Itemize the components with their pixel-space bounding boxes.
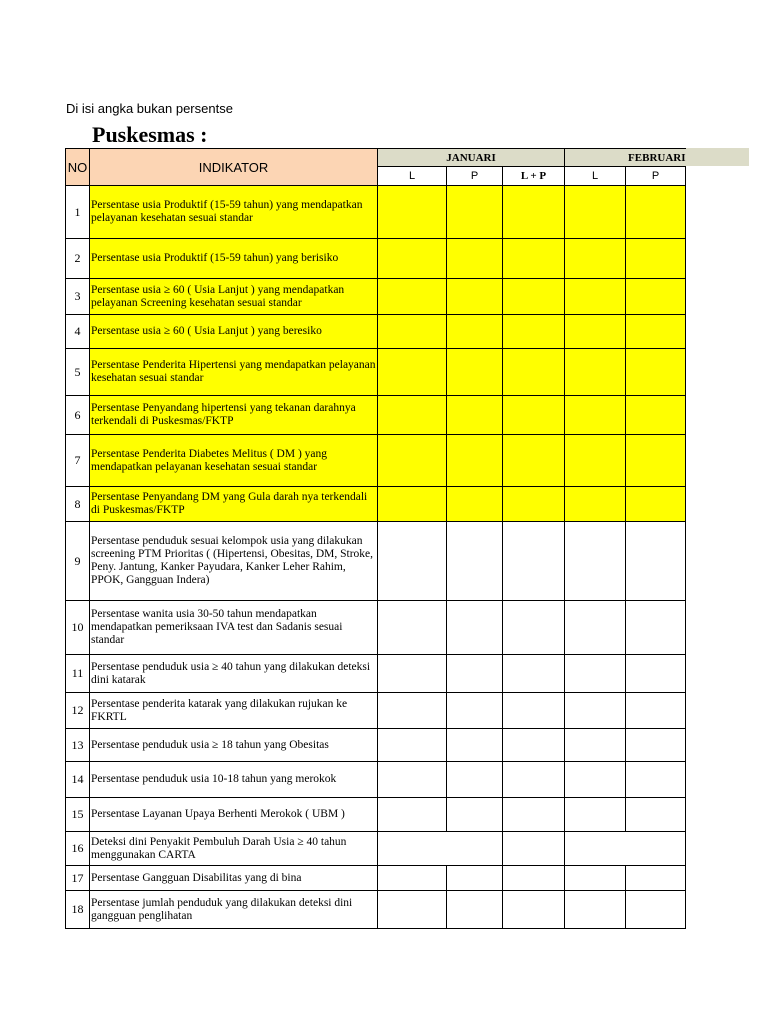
indicator-cell[interactable] — [90, 693, 378, 729]
row-number[interactable]: 1 — [66, 186, 90, 239]
indicator-cell[interactable] — [90, 655, 378, 693]
table-row — [66, 601, 686, 655]
indicator-cell[interactable] — [90, 315, 378, 349]
cell-jan-lp[interactable] — [503, 487, 565, 522]
cell-jan-p[interactable] — [447, 522, 503, 601]
indicator-text: Persentase penduduk usia ≥ 18 tahun yang Obesitas — [91, 738, 329, 751]
row-number[interactable]: 16 — [66, 832, 90, 866]
table-row — [66, 832, 686, 866]
row-number[interactable]: 2 — [66, 239, 90, 279]
indicator-table — [65, 148, 686, 929]
cell-feb-p[interactable] — [626, 729, 686, 762]
cell-jan-l[interactable] — [378, 349, 447, 396]
cell-jan-lp[interactable] — [503, 186, 565, 239]
februari-header-extension — [686, 148, 749, 166]
cell-feb-l[interactable] — [565, 279, 626, 315]
row-number[interactable]: 13 — [66, 729, 90, 762]
header-no[interactable]: NO — [66, 149, 90, 186]
cell-feb-p[interactable] — [626, 655, 686, 693]
cell-feb-p[interactable] — [626, 315, 686, 349]
cell-jan-l[interactable] — [378, 601, 447, 655]
cell-jan-l[interactable] — [378, 186, 447, 239]
cell-jan-p[interactable] — [447, 655, 503, 693]
header-jan-lp[interactable]: L + P — [503, 167, 565, 186]
table-row — [66, 186, 686, 239]
table-row — [66, 279, 686, 315]
cell-feb-l[interactable] — [565, 798, 626, 832]
cell-jan-l[interactable] — [378, 239, 447, 279]
row-number[interactable]: 11 — [66, 655, 90, 693]
indicator-text: Persentase usia ≥ 60 ( Usia Lanjut ) yang mendapatkan pelayanan Screening kesehatan sesuai standar — [91, 283, 345, 309]
cell-feb-l[interactable] — [565, 522, 626, 601]
cell-feb-l[interactable] — [565, 186, 626, 239]
cell-jan-lp[interactable] — [503, 832, 565, 866]
instruction-note: Di isi angka bukan persentse — [66, 101, 233, 116]
header-month-februari[interactable]: FEBRUARI — [565, 149, 686, 167]
header-feb-p[interactable]: P — [626, 167, 686, 186]
cell-jan-p[interactable] — [447, 798, 503, 832]
cell-jan-lp[interactable] — [503, 655, 565, 693]
cell-jan-p[interactable] — [447, 239, 503, 279]
table-row — [66, 729, 686, 762]
row-number[interactable]: 14 — [66, 762, 90, 798]
row-number[interactable]: 7 — [66, 435, 90, 487]
row-number[interactable]: 3 — [66, 279, 90, 315]
indicator-cell[interactable] — [90, 186, 378, 239]
cell-jan-lp[interactable] — [503, 762, 565, 798]
cell-jan-lp[interactable] — [503, 693, 565, 729]
header-month-januari[interactable]: JANUARI — [378, 149, 565, 167]
indicator-cell[interactable] — [90, 832, 378, 866]
indicator-text: Persentase Gangguan Disabilitas yang di bina — [91, 871, 302, 884]
row-number[interactable]: 9 — [66, 522, 90, 601]
cell-jan-p[interactable] — [447, 396, 503, 435]
cell-jan-lp[interactable] — [503, 891, 565, 929]
table-row — [66, 435, 686, 487]
cell-jan-l[interactable] — [378, 798, 447, 832]
table-row — [66, 891, 686, 929]
indicator-cell[interactable] — [90, 396, 378, 435]
cell-jan-lp[interactable] — [503, 522, 565, 601]
row-number[interactable]: 6 — [66, 396, 90, 435]
row-number[interactable]: 5 — [66, 349, 90, 396]
cell-feb-p[interactable] — [626, 396, 686, 435]
cell-jan-l[interactable] — [378, 891, 447, 929]
indicator-text: Persentase usia ≥ 60 ( Usia Lanjut ) yang beresiko — [91, 325, 322, 337]
indicator-cell[interactable] — [90, 435, 378, 487]
cell-jan-l[interactable] — [378, 435, 447, 487]
indicator-cell[interactable] — [90, 762, 378, 798]
indicator-text: Persentase usia Produktif (15-59 tahun) yang berisiko — [91, 252, 339, 264]
cell-jan-p[interactable] — [447, 601, 503, 655]
indicator-text: Persentase Penderita Diabetes Melitus ( DM ) yang mendapatkan pelayanan kesehatan sesuai standar — [91, 447, 328, 473]
cell-feb-p[interactable] — [626, 693, 686, 729]
cell-jan-lp[interactable] — [503, 866, 565, 891]
table-row — [66, 762, 686, 798]
cell-feb-l[interactable] — [565, 601, 626, 655]
cell-feb-p[interactable] — [626, 522, 686, 601]
cell-jan-p[interactable] — [447, 279, 503, 315]
indicator-cell[interactable] — [90, 798, 378, 832]
indicator-text: Persentase Layanan Upaya Berhenti Merokok ( UBM ) — [91, 808, 345, 820]
cell-jan-l[interactable] — [378, 729, 447, 762]
cell-feb-l[interactable] — [565, 729, 626, 762]
cell-jan-l[interactable] — [378, 487, 447, 522]
cell-feb-l[interactable] — [565, 693, 626, 729]
header-jan-p[interactable]: P — [447, 167, 503, 186]
cell-jan-p[interactable] — [447, 729, 503, 762]
cell-feb-p[interactable] — [626, 601, 686, 655]
cell-feb-p[interactable] — [626, 239, 686, 279]
indicator-text: Persentase Penderita Hipertensi yang mendapatkan pelayanan kesehatan sesuai standar — [91, 359, 376, 384]
cell-jan-l[interactable] — [378, 655, 447, 693]
cell-jan-l[interactable] — [378, 866, 447, 891]
row-number[interactable]: 18 — [66, 891, 90, 929]
cell-jan-p[interactable] — [447, 866, 503, 891]
cell-jan-lp[interactable] — [503, 349, 565, 396]
cell-jan-lp[interactable] — [503, 729, 565, 762]
table-row — [66, 349, 686, 396]
indicator-cell[interactable] — [90, 239, 378, 279]
cell-feb-l[interactable] — [565, 891, 626, 929]
cell-feb-p[interactable] — [626, 279, 686, 315]
cell-jan-lp[interactable] — [503, 601, 565, 655]
cell-jan-lp[interactable] — [503, 239, 565, 279]
header-jan-l[interactable]: L — [378, 167, 447, 186]
cell-jan-p[interactable] — [447, 349, 503, 396]
table-row — [66, 798, 686, 832]
cell-feb-empty — [565, 832, 686, 866]
cell-feb-p[interactable] — [626, 798, 686, 832]
cell-feb-p[interactable] — [626, 891, 686, 929]
cell-feb-p[interactable] — [626, 435, 686, 487]
indicator-text: Deteksi dini Penyakit Pembuluh Darah Usia ≥ 40 tahun menggunakan CARTA — [91, 835, 347, 861]
indicator-cell[interactable] — [90, 601, 378, 655]
row-number[interactable]: 8 — [66, 487, 90, 522]
indicator-cell[interactable] — [90, 866, 378, 891]
indicator-text: Persentase penduduk usia ≥ 40 tahun yang dilakukan deteksi dini katarak — [91, 660, 371, 686]
cell-feb-p[interactable] — [626, 866, 686, 891]
indicator-text: Persentase jumlah penduduk yang dilakukan deteksi dini gangguan penglihatan — [91, 896, 353, 922]
table-row — [66, 396, 686, 435]
cell-feb-l[interactable] — [565, 396, 626, 435]
cell-feb-p[interactable] — [626, 349, 686, 396]
cell-jan-l[interactable] — [378, 522, 447, 601]
page-title: Puskesmas : — [92, 122, 208, 147]
cell-jan-lp[interactable] — [503, 396, 565, 435]
cell-feb-l[interactable] — [565, 655, 626, 693]
row-number[interactable]: 15 — [66, 798, 90, 832]
cell-jan-l[interactable] — [378, 279, 447, 315]
table-row — [66, 239, 686, 279]
indicator-cell[interactable] — [90, 729, 378, 762]
cell-feb-l[interactable] — [565, 239, 626, 279]
row-number[interactable]: 10 — [66, 601, 90, 655]
cell-jan-lp-merged[interactable] — [378, 832, 503, 866]
indicator-cell[interactable] — [90, 891, 378, 929]
header-row-months — [66, 149, 686, 167]
header-indikator[interactable]: INDIKATOR — [90, 149, 378, 186]
cell-feb-l[interactable] — [565, 349, 626, 396]
row-number[interactable]: 17 — [66, 866, 90, 891]
table-row — [66, 522, 686, 601]
cell-feb-l[interactable] — [565, 866, 626, 891]
indicator-text: Persentase penduduk sesuai kelompok usia yang dilakukan screening PTM Prioritas ( (Hipertensi, Obesitas, DM, Stroke, Peny. Jantung, Kanker Payudara, Kanker Leher Rahim, PPOK, Gangguan Indera) — [91, 535, 374, 586]
row-number[interactable]: 12 — [66, 693, 90, 729]
table-row — [66, 487, 686, 522]
cell-jan-p[interactable] — [447, 435, 503, 487]
indicator-cell[interactable] — [90, 279, 378, 315]
table-row — [66, 866, 686, 891]
row-number[interactable]: 4 — [66, 315, 90, 349]
indicator-cell[interactable] — [90, 522, 378, 601]
cell-jan-p[interactable] — [447, 487, 503, 522]
cell-jan-p[interactable] — [447, 762, 503, 798]
cell-jan-p[interactable] — [447, 693, 503, 729]
cell-jan-l[interactable] — [378, 396, 447, 435]
cell-jan-lp[interactable] — [503, 798, 565, 832]
indicator-text: Persentase usia Produktif (15-59 tahun) yang mendapatkan pelayanan kesehatan sesuai standar — [91, 199, 363, 224]
cell-feb-p[interactable] — [626, 762, 686, 798]
table-row — [66, 655, 686, 693]
cell-feb-l[interactable] — [565, 315, 626, 349]
indicator-text: Persentase penduduk usia 10-18 tahun yang merokok — [91, 773, 337, 785]
cell-jan-lp[interactable] — [503, 279, 565, 315]
cell-feb-l[interactable] — [565, 762, 626, 798]
cell-feb-p[interactable] — [626, 487, 686, 522]
header-feb-l[interactable]: L — [565, 167, 626, 186]
indicator-text: Persentase penderita katarak yang dilakukan rujukan ke FKRTL — [91, 697, 348, 723]
cell-jan-l[interactable] — [378, 693, 447, 729]
indicator-text: Persentase wanita usia 30-50 tahun mendapatkan mendapatkan pemeriksaan IVA test dan Sadanis sesuai standar — [91, 608, 343, 646]
cell-jan-l[interactable] — [378, 762, 447, 798]
cell-jan-p[interactable] — [447, 315, 503, 349]
cell-jan-p[interactable] — [447, 186, 503, 239]
indicator-cell[interactable] — [90, 349, 378, 396]
indicator-text: Persentase Penyandang hipertensi yang tekanan darahnya terkendali di Puskesmas/FKTP — [91, 402, 356, 427]
indicator-cell[interactable] — [90, 487, 378, 522]
cell-jan-l[interactable] — [378, 315, 447, 349]
cell-jan-p[interactable] — [447, 891, 503, 929]
cell-jan-lp[interactable] — [503, 435, 565, 487]
indicator-text: Persentase Penyandang DM yang Gula darah nya terkendali di Puskesmas/FKTP — [91, 491, 368, 516]
table-row — [66, 315, 686, 349]
cell-feb-l[interactable] — [565, 435, 626, 487]
table-row — [66, 693, 686, 729]
cell-jan-lp[interactable] — [503, 315, 565, 349]
cell-feb-p[interactable] — [626, 186, 686, 239]
cell-feb-l[interactable] — [565, 487, 626, 522]
